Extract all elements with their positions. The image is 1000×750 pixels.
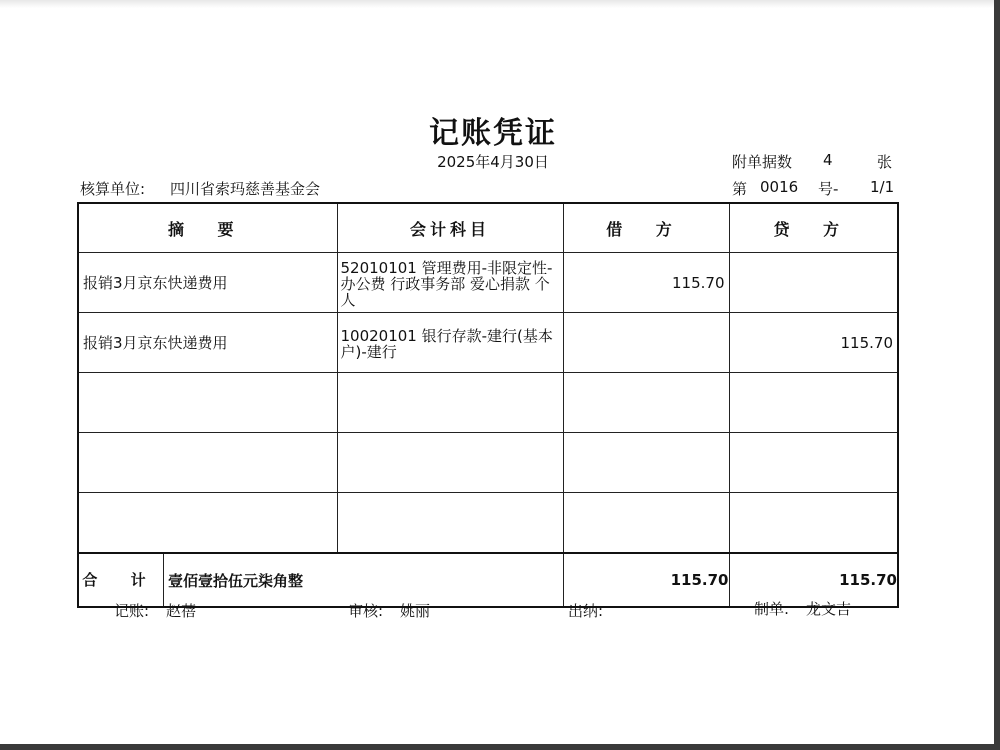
row-account	[337, 493, 563, 554]
attachments-label: 附单据数	[732, 153, 793, 171]
voucher-title: 记账凭证	[429, 116, 557, 151]
row-summary: 报销3月京东快递费用	[78, 313, 337, 373]
total-amount-in-words: 壹佰壹拾伍元柒角整	[168, 571, 304, 590]
attachments-unit: 张	[877, 153, 893, 171]
reviewer-label: 审核:	[348, 602, 384, 620]
table-row	[78, 493, 898, 554]
table-row	[78, 373, 898, 433]
row-credit	[729, 373, 898, 433]
total-cell	[78, 553, 563, 607]
voucher-number-prefix: 第	[732, 180, 748, 198]
voucher-number-suffix: 号-	[818, 180, 839, 198]
row-account: 10020101 银行存款-建行(基本户)-建行	[337, 313, 563, 373]
scan-bottom-edge	[0, 744, 1000, 750]
voucher-page: 1/1	[870, 178, 895, 196]
cashier-label: 出纳:	[568, 602, 604, 620]
table-row	[78, 433, 898, 493]
maker-label: 制单:	[754, 600, 790, 618]
row-account	[337, 373, 563, 433]
row-credit: 115.70	[729, 313, 898, 373]
total-debit: 115.70	[563, 553, 729, 607]
header-summary: 摘 要	[78, 203, 337, 253]
row-account	[337, 433, 563, 493]
row-summary	[78, 373, 337, 433]
row-debit	[563, 373, 729, 433]
total-label: 合 计	[79, 554, 164, 606]
scan-top-shade	[0, 0, 1000, 8]
voucher-number: 0016	[760, 178, 799, 196]
row-debit	[563, 313, 729, 373]
total-credit: 115.70	[729, 553, 898, 607]
table-row	[78, 253, 898, 313]
row-credit	[729, 433, 898, 493]
scan-right-edge	[994, 0, 1000, 750]
voucher-table	[77, 202, 899, 608]
row-debit	[563, 493, 729, 554]
table-header-row	[78, 203, 898, 253]
voucher-date: 2025年4月30日	[437, 153, 549, 171]
attachments-count: 4	[823, 151, 833, 169]
accounting-unit-label: 核算单位:	[80, 180, 146, 198]
row-summary	[78, 493, 337, 554]
row-account: 52010101 管理费用-非限定性-办公费 行政事务部 爱心捐款 个人	[337, 253, 563, 313]
header-credit: 贷 方	[729, 203, 898, 253]
accounting-unit-name: 四川省索玛慈善基金会	[170, 180, 321, 198]
row-summary: 报销3月京东快递费用	[78, 253, 337, 313]
row-credit	[729, 493, 898, 554]
row-summary	[78, 433, 337, 493]
reviewer-name: 姚丽	[400, 602, 431, 620]
table-row	[78, 313, 898, 373]
maker-name: 龙文吉	[806, 600, 852, 618]
row-debit: 115.70	[563, 253, 729, 313]
bookkeeper-label: 记账:	[114, 602, 150, 620]
header-account: 会计科目	[337, 203, 563, 253]
header-debit: 借 方	[563, 203, 729, 253]
bookkeeper-name: 赵蓓	[166, 602, 197, 620]
row-debit	[563, 433, 729, 493]
row-credit	[729, 253, 898, 313]
